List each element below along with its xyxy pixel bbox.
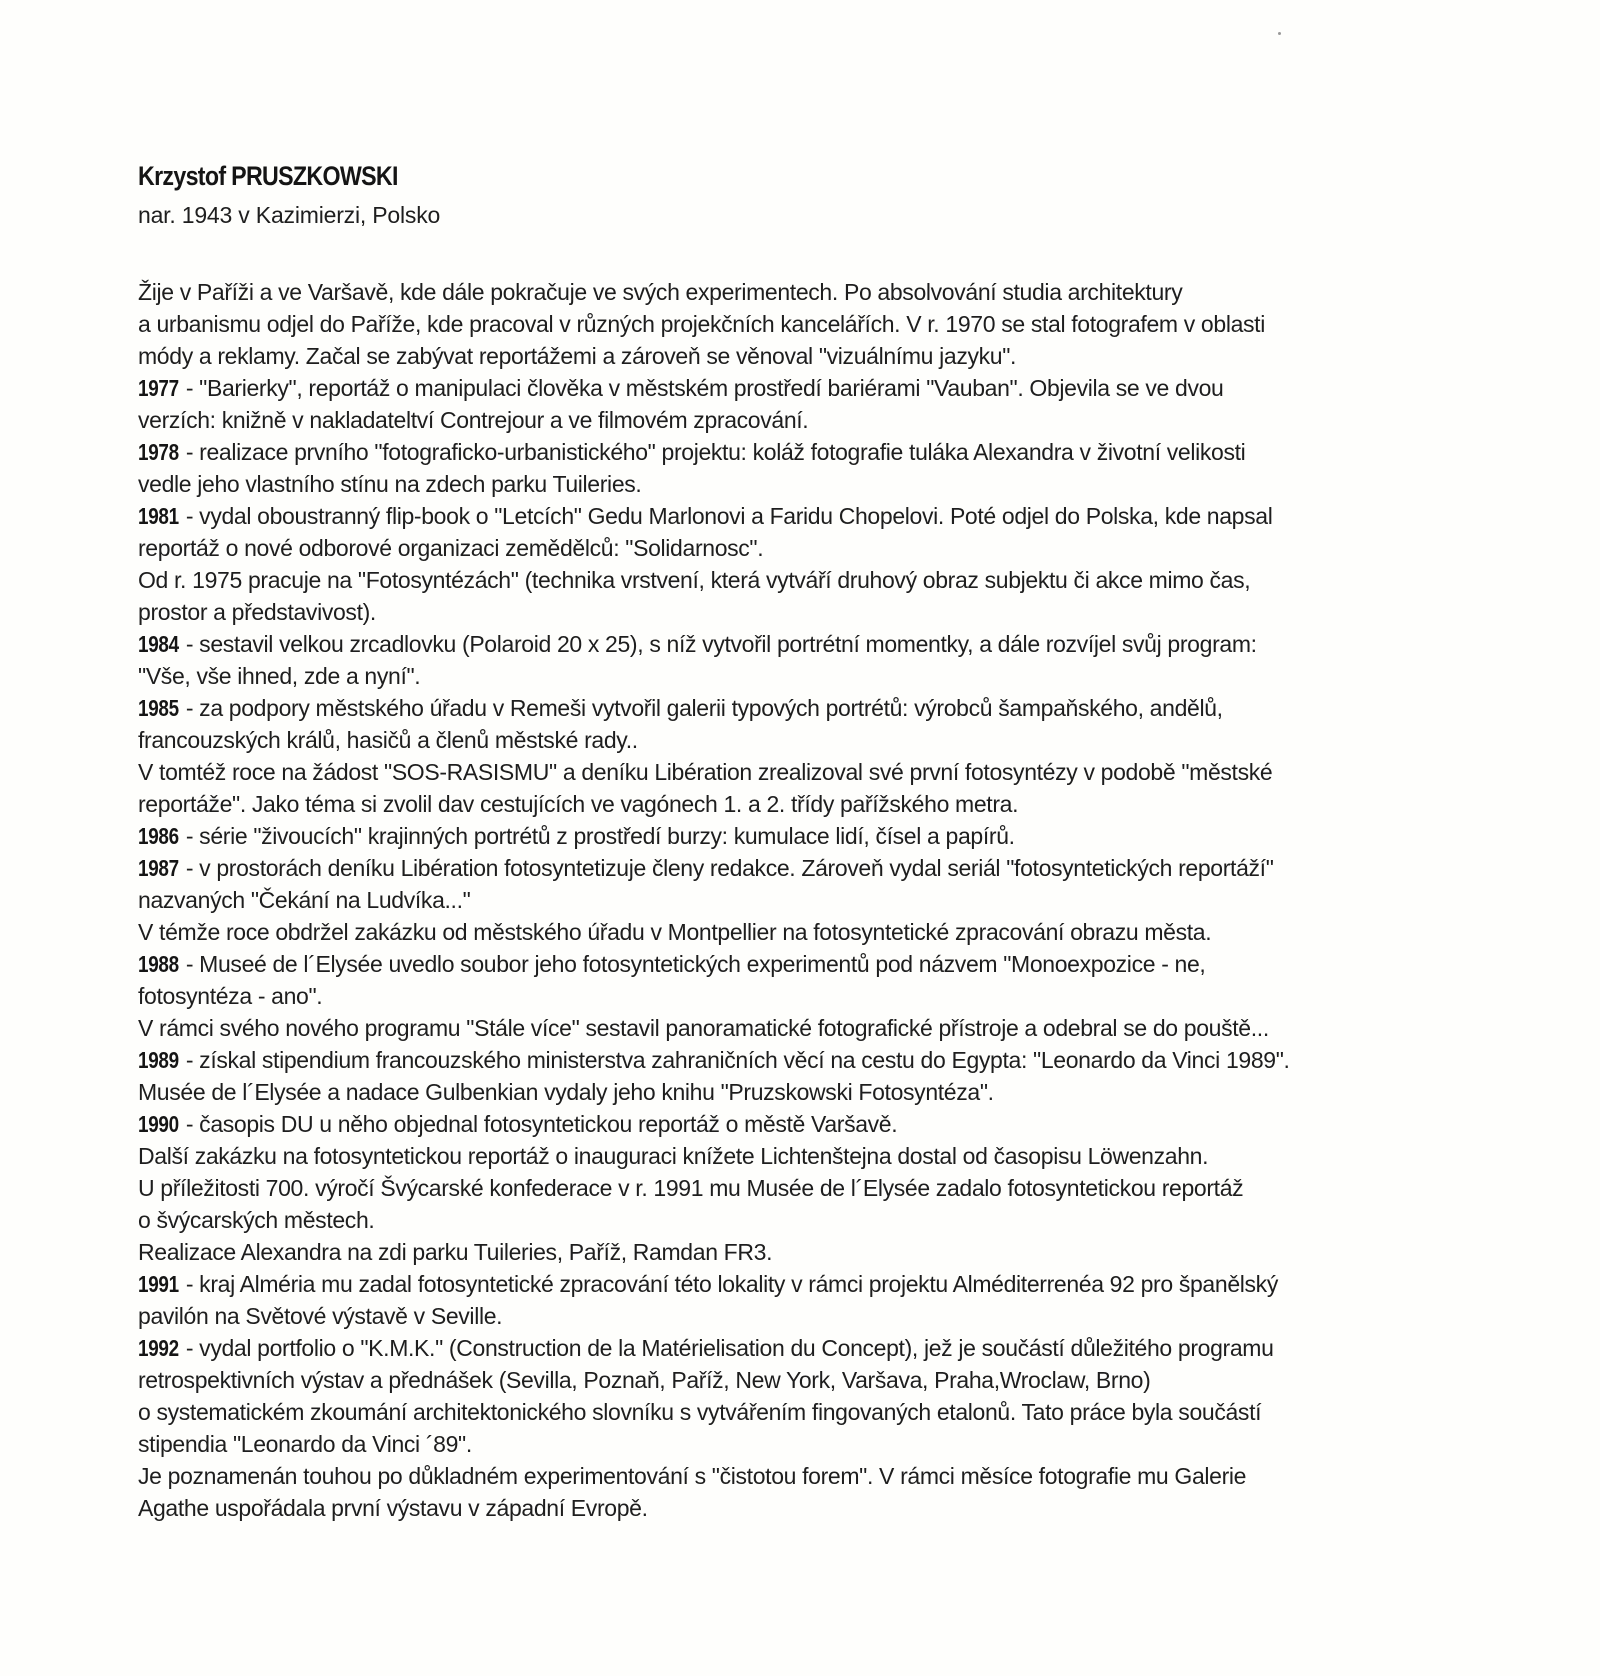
bio-line-text: - kraj Alméria mu zadal fotosyntetické zpracování této lokality v rámci projektu Alméditerrenéa 92 pro španělský [179, 1271, 1278, 1297]
bio-line [138, 980, 1518, 1012]
bio-line-text: - za podpory městského úřadu v Remeši vytvořil galerii typových portrétů: výrobců šampaňského, andělů, [179, 695, 1223, 721]
year-label: 1985 [138, 695, 179, 721]
bio-line [138, 596, 1518, 628]
bio-line [138, 532, 1518, 564]
bio-line [138, 884, 1518, 916]
biography-text [138, 276, 1518, 1524]
bio-line [138, 1428, 1518, 1460]
bio-line [138, 916, 1518, 948]
year-label: 1981 [138, 503, 179, 529]
bio-line [138, 1300, 1518, 1332]
bio-line [138, 436, 1518, 468]
bio-line [138, 1332, 1518, 1364]
bio-line [138, 340, 1518, 372]
bio-line-text: Je poznamenán touhou po důkladném experimentování s "čistotou forem". V rámci měsíce fotografie mu Galerie [138, 1463, 1247, 1489]
bio-line-text: - vydal portfolio o "K.M.K." (Construction de la Matérielisation du Concept), jež je součástí důležitého programu [179, 1335, 1274, 1361]
artist-name: Krzystof PRUSZKOWSKI [138, 161, 398, 191]
bio-line [138, 1012, 1518, 1044]
bio-line [138, 1204, 1518, 1236]
year-label: 1986 [138, 823, 179, 849]
bio-line [138, 468, 1518, 500]
bio-line [138, 788, 1518, 820]
speck [1278, 32, 1281, 35]
year-label: 1988 [138, 951, 179, 977]
bio-line [138, 692, 1518, 724]
bio-line-text: Realizace Alexandra na zdi parku Tuileries, Paříž, Ramdan FR3. [138, 1239, 773, 1265]
bio-line-text: - vydal oboustranný flip-book o "Letcích" Gedu Marlonovi a Faridu Chopelovi. Poté odjel do Polska, kde napsal [179, 503, 1273, 529]
bio-line-text: - časopis DU u něho objednal fotosyntetickou reportáž o městě Varšavě. [179, 1111, 898, 1137]
bio-line [138, 1396, 1518, 1428]
bio-line-text: a urbanismu odjel do Paříže, kde pracoval v různých projekčních kancelářích. V r. 1970 se stal fotografem v oblasti [138, 311, 1265, 337]
bio-line-text: - "Barierky", reportáž o manipulaci člověka v městském prostředí bariérami "Vauban". Objevila se ve dvou [179, 375, 1224, 401]
bio-line [138, 1364, 1518, 1396]
bio-line-text: stipendia "Leonardo da Vinci ´89". [138, 1431, 472, 1457]
bio-line-text: Agathe uspořádala první výstavu v západní Evropě. [138, 1495, 648, 1521]
bio-line [138, 820, 1518, 852]
year-label: 1992 [138, 1335, 179, 1361]
year-label: 1977 [138, 375, 179, 401]
bio-line [138, 404, 1518, 436]
bio-line [138, 276, 1518, 308]
bio-line-text: V témže roce obdržel zakázku od městského úřadu v Montpellier na fotosyntetické zpracování obrazu města. [138, 919, 1212, 945]
bio-line-text: - v prostorách deníku Libération fotosyntetizuje členy redakce. Zároveň vydal seriál "fotosyntetických reportáží" [179, 855, 1274, 881]
bio-line-text: Od r. 1975 pracuje na "Fotosyntézách" (technika vrstvení, která vytváří druhový obraz subjektu či akce mimo čas, [138, 567, 1251, 593]
bio-line [138, 564, 1518, 596]
year-label: 1978 [138, 439, 179, 465]
bio-line-text: - získal stipendium francouzského ministerstva zahraničních věcí na cestu do Egypta: "Leonardo da Vinci 1989". [179, 1047, 1290, 1073]
bio-line [138, 628, 1518, 660]
bio-line [138, 308, 1518, 340]
bio-line-text: "Vše, vše ihned, zde a nyní". [138, 663, 421, 689]
bio-line-text: Musée de l´Elysée a nadace Gulbenkian vydaly jeho knihu "Pruzskowski Fotosyntéza". [138, 1079, 994, 1105]
year-label: 1984 [138, 631, 179, 657]
year-label: 1991 [138, 1271, 179, 1297]
bio-line-text: Další zakázku na fotosyntetickou reportáž o inauguraci knížete Lichtenštejna dostal od časopisu Löwenzahn. [138, 1143, 1209, 1169]
bio-line-text: módy a reklamy. Začal se zabývat reportážemi a zároveň se věnoval "vizuálnímu jazyku". [138, 343, 1017, 369]
bio-line-text: - Museé de l´Elysée uvedlo soubor jeho fotosyntetických experimentů pod názvem "Monoexpozice - ne, [179, 951, 1206, 977]
bio-line-text: V tomtéž roce na žádost "SOS-RASISMU" a deníku Libération zrealizoval své první fotosyntézy v podobě "městské [138, 759, 1273, 785]
bio-line-text: reportáž o nové odborové organizaci zemědělců: "Solidarnosc". [138, 535, 764, 561]
bio-line [138, 948, 1518, 980]
bio-line [138, 852, 1518, 884]
bio-line [138, 660, 1518, 692]
bio-line-text: o švýcarských městech. [138, 1207, 375, 1233]
birth-info: nar. 1943 v Kazimierzi, Polsko [138, 202, 441, 228]
bio-line-text: nazvaných "Čekání na Ludvíka..." [138, 887, 471, 913]
bio-line [138, 1044, 1518, 1076]
bio-line-text: V rámci svého nového programu "Stále více" sestavil panoramatické fotografické přístroje a odebral se do pouště... [138, 1015, 1269, 1041]
bio-line-text: pavilón na Světové výstavě v Seville. [138, 1303, 503, 1329]
bio-line [138, 1140, 1518, 1172]
bio-line [138, 1172, 1518, 1204]
bio-line [138, 756, 1518, 788]
bio-line [138, 1076, 1518, 1108]
bio-line-text: o systematickém zkoumání architektonického slovníku s vytvářením fingovaných etalonů. Tato práce byla součástí [138, 1399, 1262, 1425]
bio-line [138, 1492, 1518, 1524]
year-label: 1989 [138, 1047, 179, 1073]
bio-line-text: retrospektivních výstav a přednášek (Sevilla, Poznaň, Paříž, New York, Varšava, Praha,Wroclaw, Brno) [138, 1367, 1151, 1393]
bio-line-text: U příležitosti 700. výročí Švýcarské konfederace v r. 1991 mu Musée de l´Elysée zadalo fotosyntetickou reportáž [138, 1175, 1244, 1201]
bio-line-text: francouzských králů, hasičů a členů městské rady.. [138, 727, 638, 753]
year-label: 1987 [138, 855, 179, 881]
bio-line-text: - realizace prvního "fotograficko-urbanistického" projektu: koláž fotografie tuláka Alexandra v životní velikosti [179, 439, 1246, 465]
biography-content [138, 160, 1518, 1524]
bio-line [138, 372, 1518, 404]
year-label: 1990 [138, 1111, 179, 1137]
bio-line-text: fotosyntéza - ano". [138, 983, 323, 1009]
bio-line-text: Žije v Paříži a ve Varšavě, kde dále pokračuje ve svých experimentech. Po absolvování studia architektury [138, 279, 1183, 305]
bio-line [138, 500, 1518, 532]
bio-line [138, 1236, 1518, 1268]
bio-line [138, 1268, 1518, 1300]
bio-line [138, 724, 1518, 756]
bio-line-text: reportáže". Jako téma si zvolil dav cestujících ve vagónech 1. a 2. třídy pařížského metra. [138, 791, 1019, 817]
bio-line-text: verzích: knižně v nakladateltví Contrejour a ve filmovém zpracování. [138, 407, 809, 433]
bio-line-text: prostor a představivost). [138, 599, 376, 625]
bio-line-text: - série "živoucích" krajinných portrétů z prostředí burzy: kumulace lidí, čísel a papírů. [179, 823, 1015, 849]
bio-line [138, 1460, 1518, 1492]
bio-line-text: - sestavil velkou zrcadlovku (Polaroid 20 x 25), s níž vytvořil portrétní momentky, a dále rozvíjel svůj program: [179, 631, 1257, 657]
bio-line-text: vedle jeho vlastního stínu na zdech parku Tuileries. [138, 471, 642, 497]
bio-line [138, 1108, 1518, 1140]
